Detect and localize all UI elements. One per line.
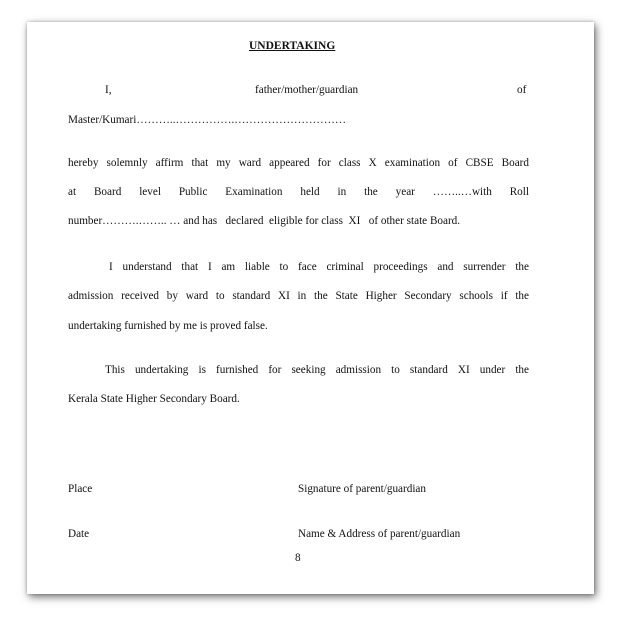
date-label: Date [68, 528, 90, 540]
line1-relation: father/mother/guardian [255, 84, 359, 96]
name-address-label: Name & Address of parent/guardian [298, 528, 461, 540]
liability-line-1: I understand that I am liable to face criminal proceedings and surrender the [109, 261, 529, 273]
liability-line-3: undertaking furnished by me is proved false. [68, 320, 268, 332]
document-page [27, 22, 594, 594]
place-label: Place [68, 483, 93, 495]
purpose-line-2: Kerala State Higher Secondary Board. [68, 393, 240, 405]
liability-line-2: admission received by ward to standard XI in the State Higher Secondary schools if the [68, 290, 529, 302]
line1-pronoun: I, [105, 84, 112, 96]
ward-name-line: Master/Kumari………..…………….………………………… [68, 114, 347, 126]
signature-label: Signature of parent/guardian [298, 483, 426, 495]
affirmation-line-2: at Board level Public Examination held in the year ……..…with Roll [68, 186, 529, 198]
document-title: UNDERTAKING [249, 40, 336, 52]
affirmation-line-1: hereby solemnly affirm that my ward appeared for class X examination of CBSE Board [68, 157, 529, 169]
page-number: 8 [295, 552, 301, 564]
line1-of: of [517, 84, 527, 96]
affirmation-line-3: number……….…….. … and has declared eligible for class XI of other state Board. [68, 215, 461, 227]
purpose-line-1: This undertaking is furnished for seeking admission to standard XI under the [105, 364, 529, 376]
